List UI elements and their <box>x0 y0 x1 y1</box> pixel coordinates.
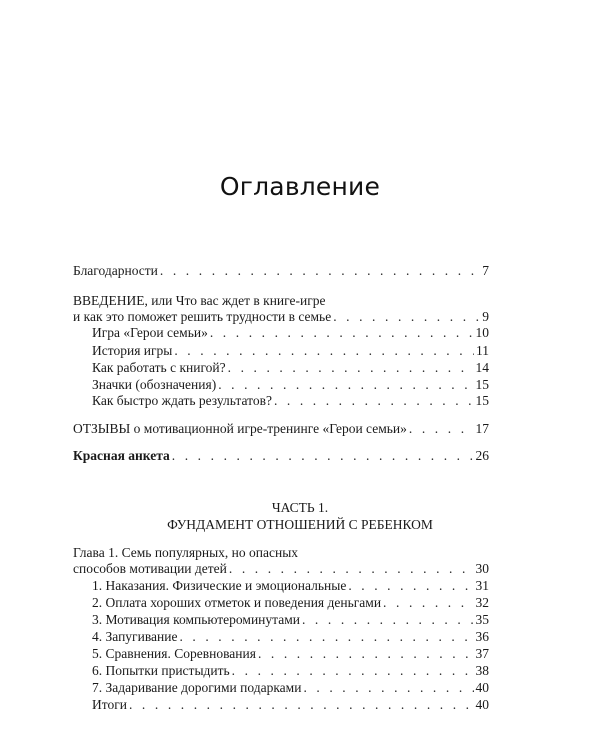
toc-entry-intro-item[interactable] <box>92 377 489 393</box>
toc-entry-chapter1-item[interactable] <box>92 612 489 628</box>
toc-entry-text: Благодарности <box>73 263 158 278</box>
toc-entry-intro-item[interactable] <box>92 325 489 341</box>
toc-entry-intro-item[interactable] <box>92 343 489 359</box>
toc-page-number: 38 <box>475 663 489 678</box>
leader-dots <box>303 680 473 696</box>
toc-page-number: 40 <box>475 680 489 695</box>
toc-entry-text: 5. Сравнения. Соревнования <box>92 646 256 661</box>
toc-entry-text: Итоги <box>92 697 127 712</box>
leader-dots <box>302 612 474 628</box>
toc-page-number: 40 <box>475 697 489 712</box>
leader-dots <box>258 646 474 662</box>
toc-entry-chapter1-item[interactable] <box>92 578 489 594</box>
toc-entry-text: и как это поможет решить трудности в семье <box>73 309 332 324</box>
toc-entry-text: 2. Оплата хороших отметок и поведения деньгами <box>92 595 382 610</box>
toc-entry-text: Красная анкета <box>73 448 170 463</box>
toc-page-number: 10 <box>475 325 489 340</box>
toc-page-number: 26 <box>475 448 489 463</box>
toc-entry-chapter1-item[interactable] <box>92 646 489 662</box>
toc-entry-text: Как работать с книгой? <box>92 360 226 375</box>
leader-dots <box>179 629 473 645</box>
toc-page-number: 14 <box>475 360 489 375</box>
part-label: ЧАСТЬ 1. <box>271 500 329 515</box>
toc-entry-intro-item[interactable] <box>92 360 489 376</box>
toc-page-number: 35 <box>475 612 489 627</box>
toc-entry-intro-item[interactable] <box>92 393 489 409</box>
page-title: Оглавление <box>219 172 381 201</box>
toc-entry-text: Значки (обозначения) <box>92 377 217 392</box>
leader-dots <box>229 561 474 577</box>
toc-page-number: 9 <box>482 309 489 324</box>
leader-dots <box>409 421 474 437</box>
toc-entry-text: 1. Наказания. Физические и эмоциональные <box>92 578 347 593</box>
leader-dots <box>383 595 473 611</box>
leader-dots <box>218 377 473 393</box>
toc-entry-text: ОТЗЫВЫ о мотивационной игре-тренинге «Герои семьи» <box>73 421 407 436</box>
toc-entry-text: Глава 1. Семь популярных, но опасных <box>73 545 299 560</box>
toc-entry-reviews[interactable] <box>73 421 489 437</box>
leader-dots <box>174 343 474 359</box>
leader-dots <box>228 360 474 376</box>
toc-entry-intro[interactable] <box>73 309 489 325</box>
toc-entry-chapter1-item[interactable] <box>92 663 489 679</box>
toc-entry-text: ВВЕДЕНИЕ, или Что вас ждет в книге-игре <box>73 293 326 308</box>
leader-dots <box>210 325 474 341</box>
toc-entry-chapter1-item[interactable] <box>92 680 489 696</box>
toc-page-number: 7 <box>482 263 489 278</box>
toc-entry-text: Как быстро ждать результатов? <box>92 393 272 408</box>
toc-entry-chapter1-item[interactable] <box>92 595 489 611</box>
toc-entry-acknowledgements[interactable] <box>73 263 489 279</box>
toc-entry-text: 4. Запугивание <box>92 629 178 644</box>
toc-page-number: 30 <box>475 561 489 576</box>
leader-dots <box>348 578 473 594</box>
toc-page-number: 15 <box>475 393 489 408</box>
toc-entry-text: История игры <box>92 343 173 358</box>
toc-entry-chapter1-line1[interactable] <box>73 545 489 561</box>
toc-page-number: 17 <box>475 421 489 436</box>
toc-entry-text: Игра «Герои семьи» <box>92 325 208 340</box>
leader-dots <box>160 263 480 279</box>
leader-dots <box>172 448 474 464</box>
toc-page-number: 32 <box>475 595 489 610</box>
toc-entry-chapter1-summary[interactable] <box>92 697 489 713</box>
leader-dots <box>274 393 474 409</box>
toc-page-number: 11 <box>476 343 489 358</box>
toc-page-number: 36 <box>475 629 489 644</box>
leader-dots <box>333 309 480 325</box>
leader-dots <box>129 697 474 713</box>
toc-page-number: 37 <box>475 646 489 661</box>
toc-entry-text: 7. Задаривание дорогими подарками <box>92 680 302 695</box>
toc-entry-text: 6. Попытки пристыдить <box>92 663 230 678</box>
toc-entry-intro-line1[interactable] <box>73 293 489 309</box>
toc-entry-text: способов мотивации детей <box>73 561 227 576</box>
toc-page-number: 15 <box>475 377 489 392</box>
toc-entry-text: 3. Мотивация компьютероминутами <box>92 612 300 627</box>
leader-dots <box>232 663 474 679</box>
toc-page-number: 31 <box>475 578 489 593</box>
toc-entry-chapter1[interactable] <box>73 561 489 577</box>
part-title: ФУНДАМЕНТ ОТНОШЕНИЙ С РЕБЕНКОМ <box>167 517 433 532</box>
toc-entry-chapter1-item[interactable] <box>92 629 489 645</box>
toc-entry-red-form[interactable] <box>73 448 489 464</box>
